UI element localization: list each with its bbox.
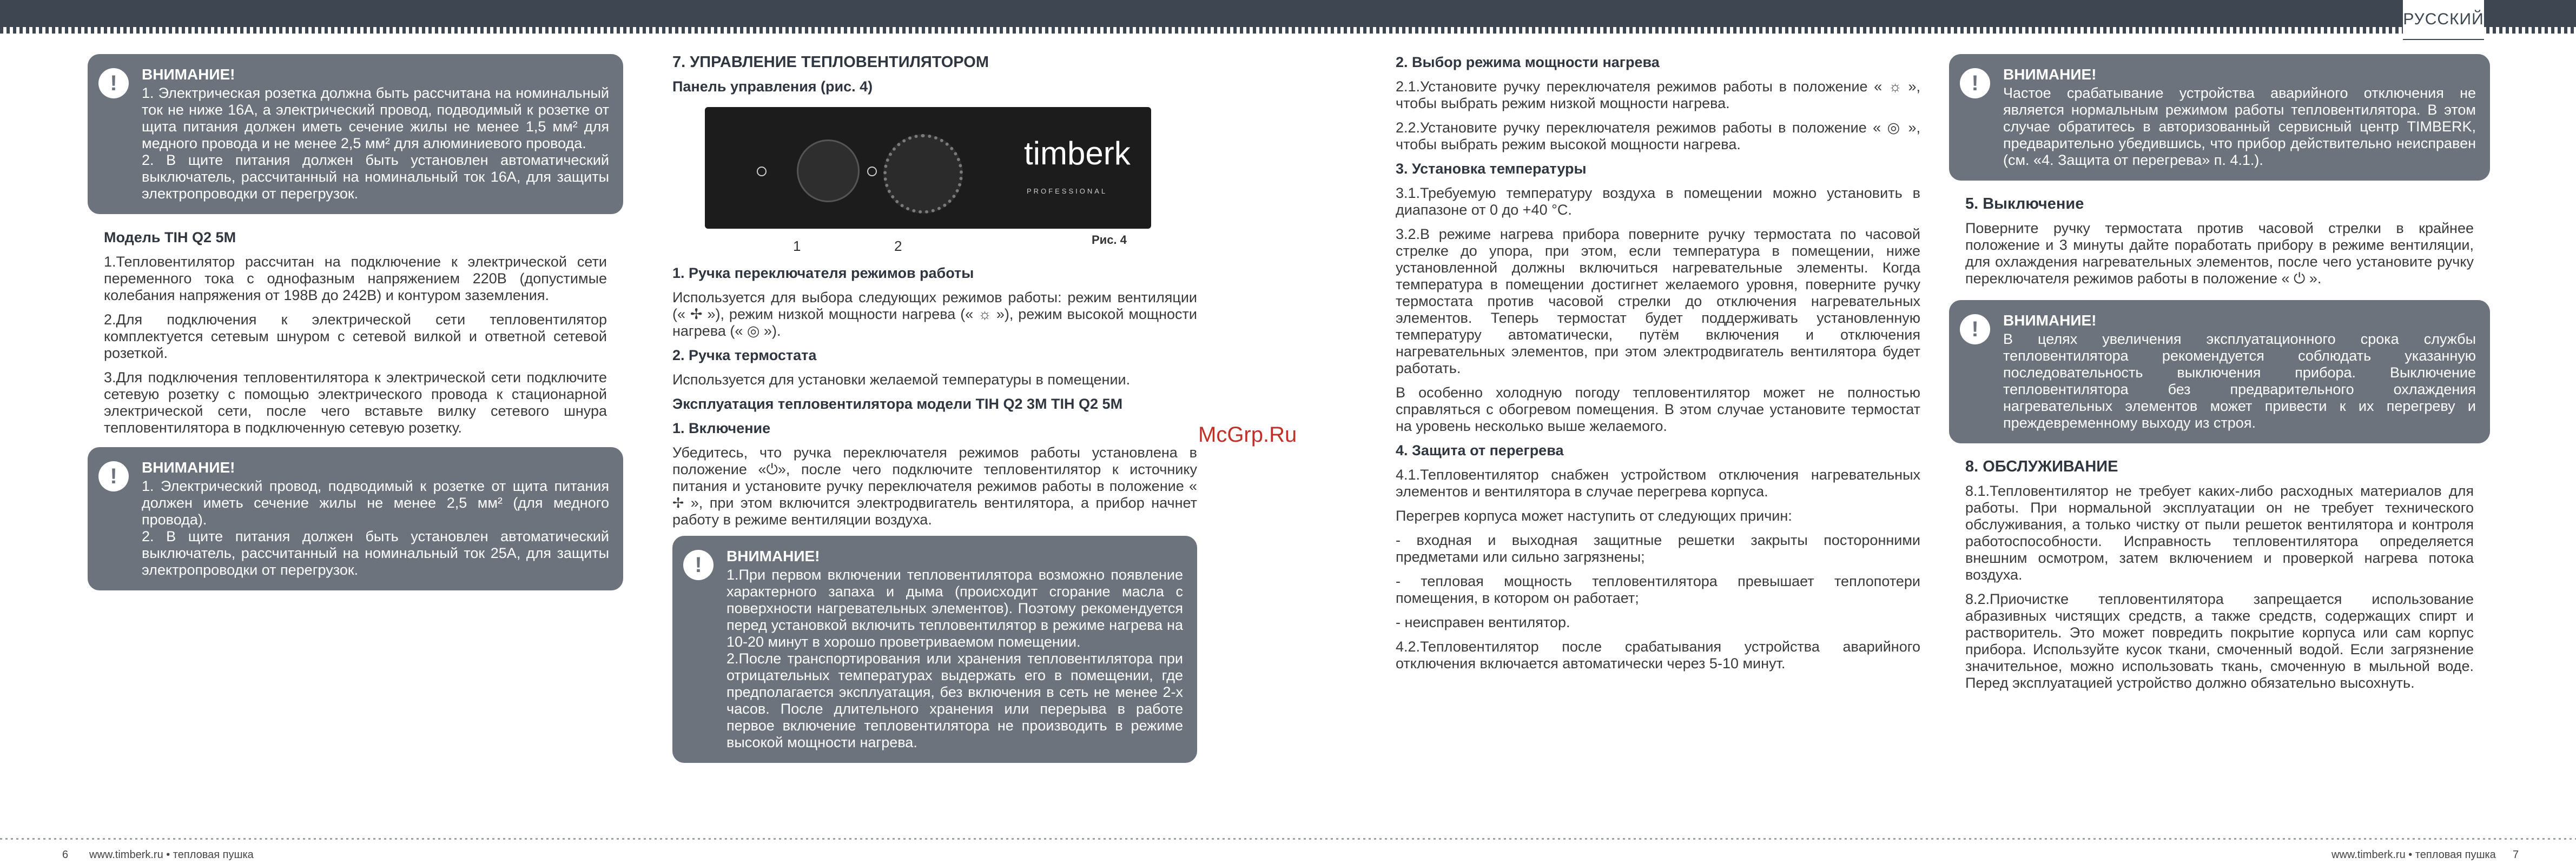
page-number: 7 [2513,849,2519,861]
section-heading: 8. ОБСЛУЖИВАНИЕ [1965,458,2118,475]
exclamation-icon: ! [98,461,129,491]
section-heading: 7. УПРАВЛЕНИЕ ТЕПЛОВЕНТИЛЯТОРОМ [672,54,989,71]
paragraph: 8.1.Тепловентилятор не требует каких-либо расходных материалов для работы. При нормальной эксплуатации он не требует технического обслуживания, а только чистку от пыли решеток вентилятора и контроля работоспособности. Исправность тепловентилятора определяется внешним осмотром, затем включением и проверкой нагрева потока воздуха. [1965,483,2474,583]
warning-text: 1. Электрический провод, подводимый к розетке от щита питания должен иметь сечение жилы не менее 2,5 мм² (для медного провода). [142,478,609,528]
paragraph: 3.1.Требуемую температуру воздуха в помещении можно установить в диапазоне от 0 до +40 °С. [1396,185,1920,218]
top-stripe [0,27,2576,34]
warning-box [1949,54,2490,181]
exclamation-icon: ! [98,68,129,98]
exclamation-icon: ! [683,550,714,580]
paragraph: 8.2.Приочистке тепловентилятора запрещается использование абразивных чистящих средств, а также средств, содержащих спирт и растворитель. Это может повредить покрытие корпуса или сам корпус прибора. Используйте кусок ткани, смоченный водой. Если загрязнение значительное, можно использовать ткань, смоченную в мыльной воде. Перед эксплуатацией устройство должно обязательно высохнуть. [1965,591,2474,691]
paragraph: 2.2.Установите ручку переключателя режимов работы в положение « ◎ », чтобы выбрать режим высокой мощности нагрева. [1396,119,1920,152]
thermostat-knob [883,134,963,214]
section-heading: 1. Включение [672,420,771,436]
paragraph: - тепловая мощность тепловентилятора превышает теплопотери помещения, в котором он работает; [1396,573,1920,606]
language-tab: РУССКИЙ [2403,0,2484,40]
column-3 [1396,54,1920,680]
warning-title: ВНИМАНИЕ! [142,459,235,476]
warning-title: ВНИМАНИЕ! [2003,66,2097,83]
paragraph: 4.2.Тепловентилятор после срабатывания устройства аварийного отключения включается автоматически через 5-10 минут. [1396,639,1920,672]
footer-site: www.timberk.ru • тепловая пушка [2331,849,2496,861]
paragraph: Поверните ручку термостата против часовой стрелки в крайнее положение и 3 минуты дайте поработать прибору в режиме вентиляции, для охлаждения нагревательных элементов, после чего установите ручку переключателя режимов работы в положение « ⏻ ». [1965,220,2474,287]
paragraph: - неисправен вентилятор. [1396,614,1570,630]
figure-4 [672,103,1197,265]
section-heading: Эксплуатация тепловентилятора модели TIH Q2 3M TIH Q2 5M [672,396,1123,412]
panel-label: Панель управления (рис. 4) [672,78,873,95]
indicator-dot [757,167,767,176]
paragraph: Используется для выбора следующих режимов работы: режим вентиляции (« ✢ »), режим низкой мощности нагрева (« ☼ »), режим высокой мощности нагрева (« ◎ »). [672,289,1197,339]
warning-text: 2.После транспортирования или хранения тепловентилятора при отрицательных температурах выдержать его в помещении, где предполагается эксплуатация, без включения в сеть не менее 2-х часов. После длительного хранения или перерыва в работе первое включение тепловентилятора не производить в режиме высокой мощности нагрева. [726,650,1183,750]
brand-subtitle: PROFESSIONAL [1027,187,1108,195]
indicator-dot [867,167,877,176]
callout-number: 1 [793,238,801,254]
section-heading: Модель TIH Q2 5M [104,229,236,245]
callout-number: 2 [894,238,902,254]
footer-divider [0,838,2576,840]
section-heading: 2. Ручка термостата [672,347,817,363]
warning-text: 1.При первом включении тепловентилятора возможно появление характерного запаха и дыма (происходит сгорание масла с поверхности нагревательных элементов). Поэтому рекомендуется перед установкой включить тепловентилятор в режиме нагрева на 10-20 минут в хорошо проветриваемом помещении. [726,567,1183,650]
figure-caption: Рис. 4 [1092,233,1127,247]
warning-box [672,536,1197,763]
exclamation-icon: ! [1960,314,1990,344]
paragraph: 2.1.Установите ручку переключателя режимов работы в положение « ☼ », чтобы выбрать режим низкой мощности нагрева. [1396,78,1920,111]
column-4 [1949,54,2490,699]
warning-text: 2. В щите питания должен быть установлен автоматический выключатель, рассчитанный на номинальный ток 25А, для защиты электропроводки от перегрузок. [142,528,609,578]
control-panel-image [705,107,1151,229]
paragraph: - входная и выходная защитные решетки закрыты посторонними предметами или сильно загрязнены; [1396,532,1920,565]
paragraph: 1.Тепловентилятор рассчитан на подключение к электрической сети переменного тока с однофазным напряжением 220В (допустимые колебания напряжения от 198В до 242В) и контуром заземления. [104,254,607,303]
warning-title: ВНИМАНИЕ! [2003,312,2097,329]
warning-box [88,54,623,214]
paragraph: В особенно холодную погоду тепловентилятор может не полностью справляться с обогревом помещения. В этом случае установите термостат на уровень несколько выше желаемого. [1396,384,1920,434]
paragraph: 3.2.В режиме нагрева прибора поверните ручку термостата по часовой стрелке до упора, при этом, если температура в помещении, ниже установленной должны включиться нагревательные элементы. Когда температура в помещении достигнет желаемого уровня, поверните ручку термостата против часовой стрелки до отключения нагревательных элементов. Теперь термостат будет поддерживать установленную температуру автоматически, путём включения и отключения нагревательных элементов, при этом электродвигатель вентилятора будет работать. [1396,226,1920,376]
footer-site: www.timberk.ru • тепловая пушка [89,849,254,861]
paragraph: 4.1.Тепловентилятор снабжен устройством отключения нагревательных элементов и вентилятора в случае перегрева корпуса. [1396,467,1920,500]
warning-text: Частое срабатывание устройства аварийного отключения не является нормальным режимом работы тепловентилятора. В этом случае обратитесь в авторизованный сервисный центр TIMBERK, предварительно убедившись, что прибор действительно неисправен (см. «4. Защита от перегрева» п. 4.1.). [2003,85,2476,168]
warning-box [88,447,623,590]
column-2 [672,54,1197,778]
paragraph: Убедитесь, что ручка переключателя режимов работы установлена в положение «⏻», после чего подключите тепловентилятор к источнику питания и установите ручку переключателя режимов работы в положение « ✢ », при этом включится электродвигатель вентилятора, а прибор начнет работу в режиме вентиляции воздуха. [672,444,1197,528]
warning-title: ВНИМАНИЕ! [726,548,820,564]
warning-text: 2. В щите питания должен быть установлен автоматический выключатель, рассчитанный на номинальный ток 16А, для защиты электропроводки от перегрузок. [142,152,609,202]
top-bar [0,0,2576,27]
brand-logo: timberk [1024,135,1131,171]
exclamation-icon: ! [1960,68,1990,98]
warning-text: В целях увеличения эксплуатационного срока службы тепловентилятора рекомендуется соблюдать указанную последовательность выключения прибора. Выключение тепловентилятора без предварительного охлаждения нагревательных элементов может привести к их перегреву и преждевременному выходу из строя. [2003,331,2476,431]
section-heading: 2. Выбор режима мощности нагрева [1396,54,1660,70]
column-1 [88,54,623,606]
paragraph: 3.Для подключения тепловентилятора к электрической сети подключите сетевую розетку с помощью электрического провода к стационарной электрической сети, после чего вставьте вилку сетевого шнура тепловентилятора в подключенную сетевую розетку. [104,369,607,436]
section-heading: 3. Установка температуры [1396,161,1587,177]
mode-knob [797,139,860,202]
paragraph: Используется для установки желаемой температуры в помещении. [672,371,1131,388]
warning-title: ВНИМАНИЕ! [142,66,235,83]
section-heading: 1. Ручка переключателя режимов работы [672,265,974,281]
section-heading: 4. Защита от перегрева [1396,442,1564,458]
paragraph: Перегрев корпуса может наступить от следующих причин: [1396,508,1792,524]
page-number: 6 [62,849,69,861]
warning-box [1949,300,2490,443]
section-heading: 5. Выключение [1965,195,2084,212]
watermark: McGrp.Ru [1198,423,1297,447]
paragraph: 2.Для подключения к электрической сети тепловентилятор комплектуется сетевым шнуром с сетевой вилкой и ответной сетевой розеткой. [104,311,607,361]
warning-text: 1. Электрическая розетка должна быть рассчитана на номинальный ток не ниже 16А, а электрический провод, подводимый к розетке от щита питания должен иметь сечение жилы не менее 1,5 мм² для медного провода и не менее 2,5 мм² для алюминиевого провода. [142,85,609,151]
